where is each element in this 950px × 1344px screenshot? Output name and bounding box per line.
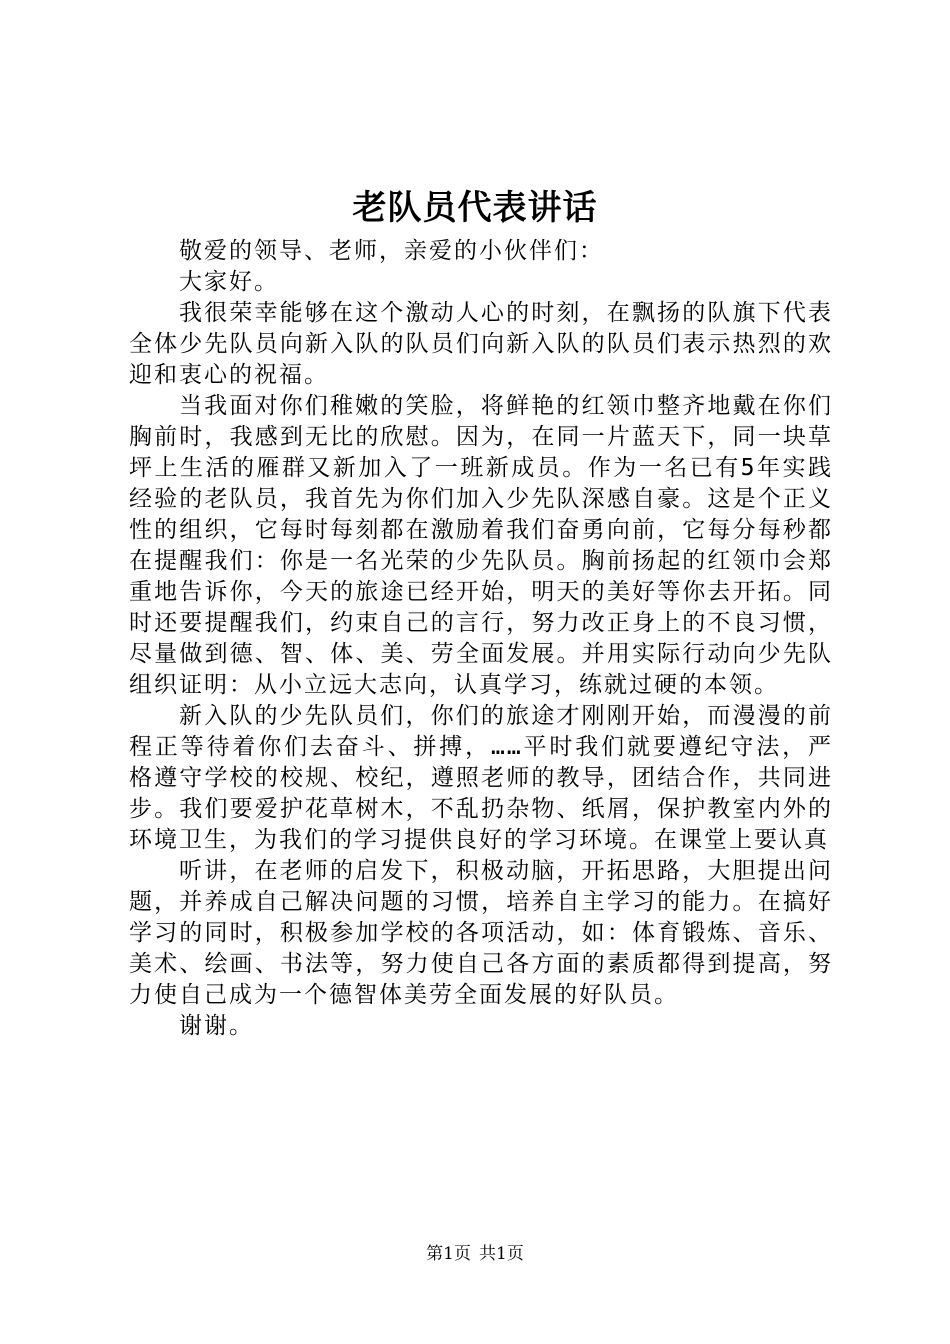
paragraph-thanks: 谢谢。 (179, 1013, 254, 1039)
paragraph-study: 听讲，在老师的启发下，积极动脑，开拓思路，大胆提出问题，并养成自己解决问题的习惯，培养自主学习的能力。在搞好学习的同时，积极参加学校的各项活动，如：体育锻炼、音乐、美术、绘画、书法等，努力使自己各方面的素质都得到提高，努力使自己成为一个德智体美劳全面发展的好队员。 (129, 858, 833, 1008)
paragraph-advice: 新入队的少先队员们，你们的旅途才刚刚开始，而漫漫的前程正等待着你们去奋斗、拼搏，……平时我们就要遵纪守法，严格遵守学校的校规、校纪，遵照老师的教导，团结合作，共同进步。我们要爱护花草树木，不乱扔杂物、纸屑，保护教室内外的环境卫生，为我们的学习提供良好的学习环境。在课堂上要认真 (129, 703, 833, 853)
paragraph-welcome: 我很荣幸能够在这个激动人心的时刻，在飘扬的队旗下代表全体少先队员向新入队的队员们向新入队的队员们表示热烈的欢迎和衷心的祝福。 (129, 300, 833, 388)
page-total: 共1页 (479, 1244, 524, 1264)
page-number: 第1页 (426, 1244, 471, 1264)
paragraph-greeting: 大家好。 (179, 269, 279, 295)
document-title: 老队员代表讲话 (352, 188, 598, 228)
document-body (129, 236, 833, 1042)
page-footer (0, 1243, 950, 1265)
paragraph-experience: 当我面对你们稚嫩的笑脸，将鲜艳的红领巾整齐地戴在你们胸前时，我感到无比的欣慰。因为，在同一片蓝天下，同一块草坪上生活的雁群又新加入了一班新成员。作为一名已有5年实践经验的老队员，我首先为你们加入少先队深感自豪。这是个正义性的组织，它每时每刻都在激励着我们奋勇向前，它每分每秒都在提醒我们：你是一名光荣的少先队员。胸前扬起的红领巾会郑重地告诉你，今天的旅途已经开始，明天的美好等你去开拓。同时还要提醒我们，约束自己的言行，努力改正身上的不良习惯，尽量做到德、智、体、美、劳全面发展。并用实际行动向少先队组织证明：从小立远大志向，认真学习，练就过硬的本领。 (129, 393, 833, 698)
paragraph-salutation: 敬爱的领导、老师，亲爱的小伙伴们： (179, 238, 604, 264)
